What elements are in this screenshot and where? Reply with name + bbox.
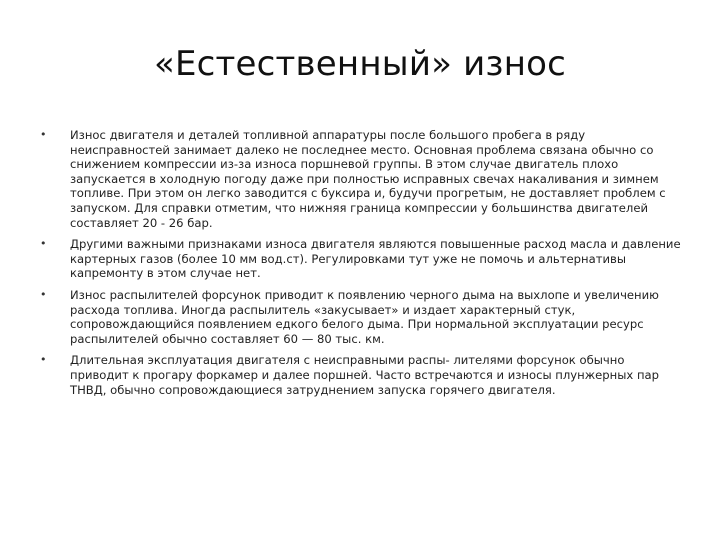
bullet-item: [36, 288, 686, 346]
bullet-text: Износ распылителей форсунок приводит к появлению черного дыма на выхлопе и увеличению расхода топлива. Иногда распылитель «закусывает» и издает характерный стук, сопровождающийся появлением едкого белого дыма. При нормальной эксплуатации ресурс распылителей обычно составляет 60 — 80 тыс. км.: [70, 287, 659, 346]
bullet-text: Другими важными признаками износа двигателя являются повышенные расход масла и давление картерных газов (более 10 мм вод.ст). Регулировками тут уже не помочь и альтернативы капремонту в этом случае нет.: [70, 237, 681, 281]
bullet-item: [36, 237, 686, 281]
bullet-item: [36, 353, 686, 397]
bullet-marker: •: [40, 128, 47, 141]
bullet-marker: •: [40, 237, 47, 251]
bullet-list: [36, 128, 686, 404]
slide-title: «Естественный» износ: [153, 44, 567, 84]
bullet-marker: •: [40, 287, 47, 301]
bullet-item: [36, 128, 686, 230]
bullet-marker: •: [40, 353, 47, 367]
bullet-text: Длительная эксплуатация двигателя с неисправными распы- лителями форсунок обычно приводит к прогару форкамер и далее поршней. Часто встречаются и износы плунжерных пар ТНВД, обычно сопровождающиеся затруднением запуска горячего двигателя.: [70, 353, 659, 397]
bullet-text: Износ двигателя и деталей топливной аппаратуры после большого пробега в ряду неисправностей занимает далеко не последнее место. Основная проблема связана обычно со снижением компрессии из-за износа поршневой группы. В этом случае двигатель плохо запускается в холодную погоду даже при полностью исправных свечах накаливания и зимнем топливе. При этом он легко заводится с буксира и, будучи прогретым, не доставляет проблем с запуском. Для справки отметим, что нижняя граница компрессии у большинства двигателей составляет 20 - 26 бар.: [70, 128, 666, 230]
